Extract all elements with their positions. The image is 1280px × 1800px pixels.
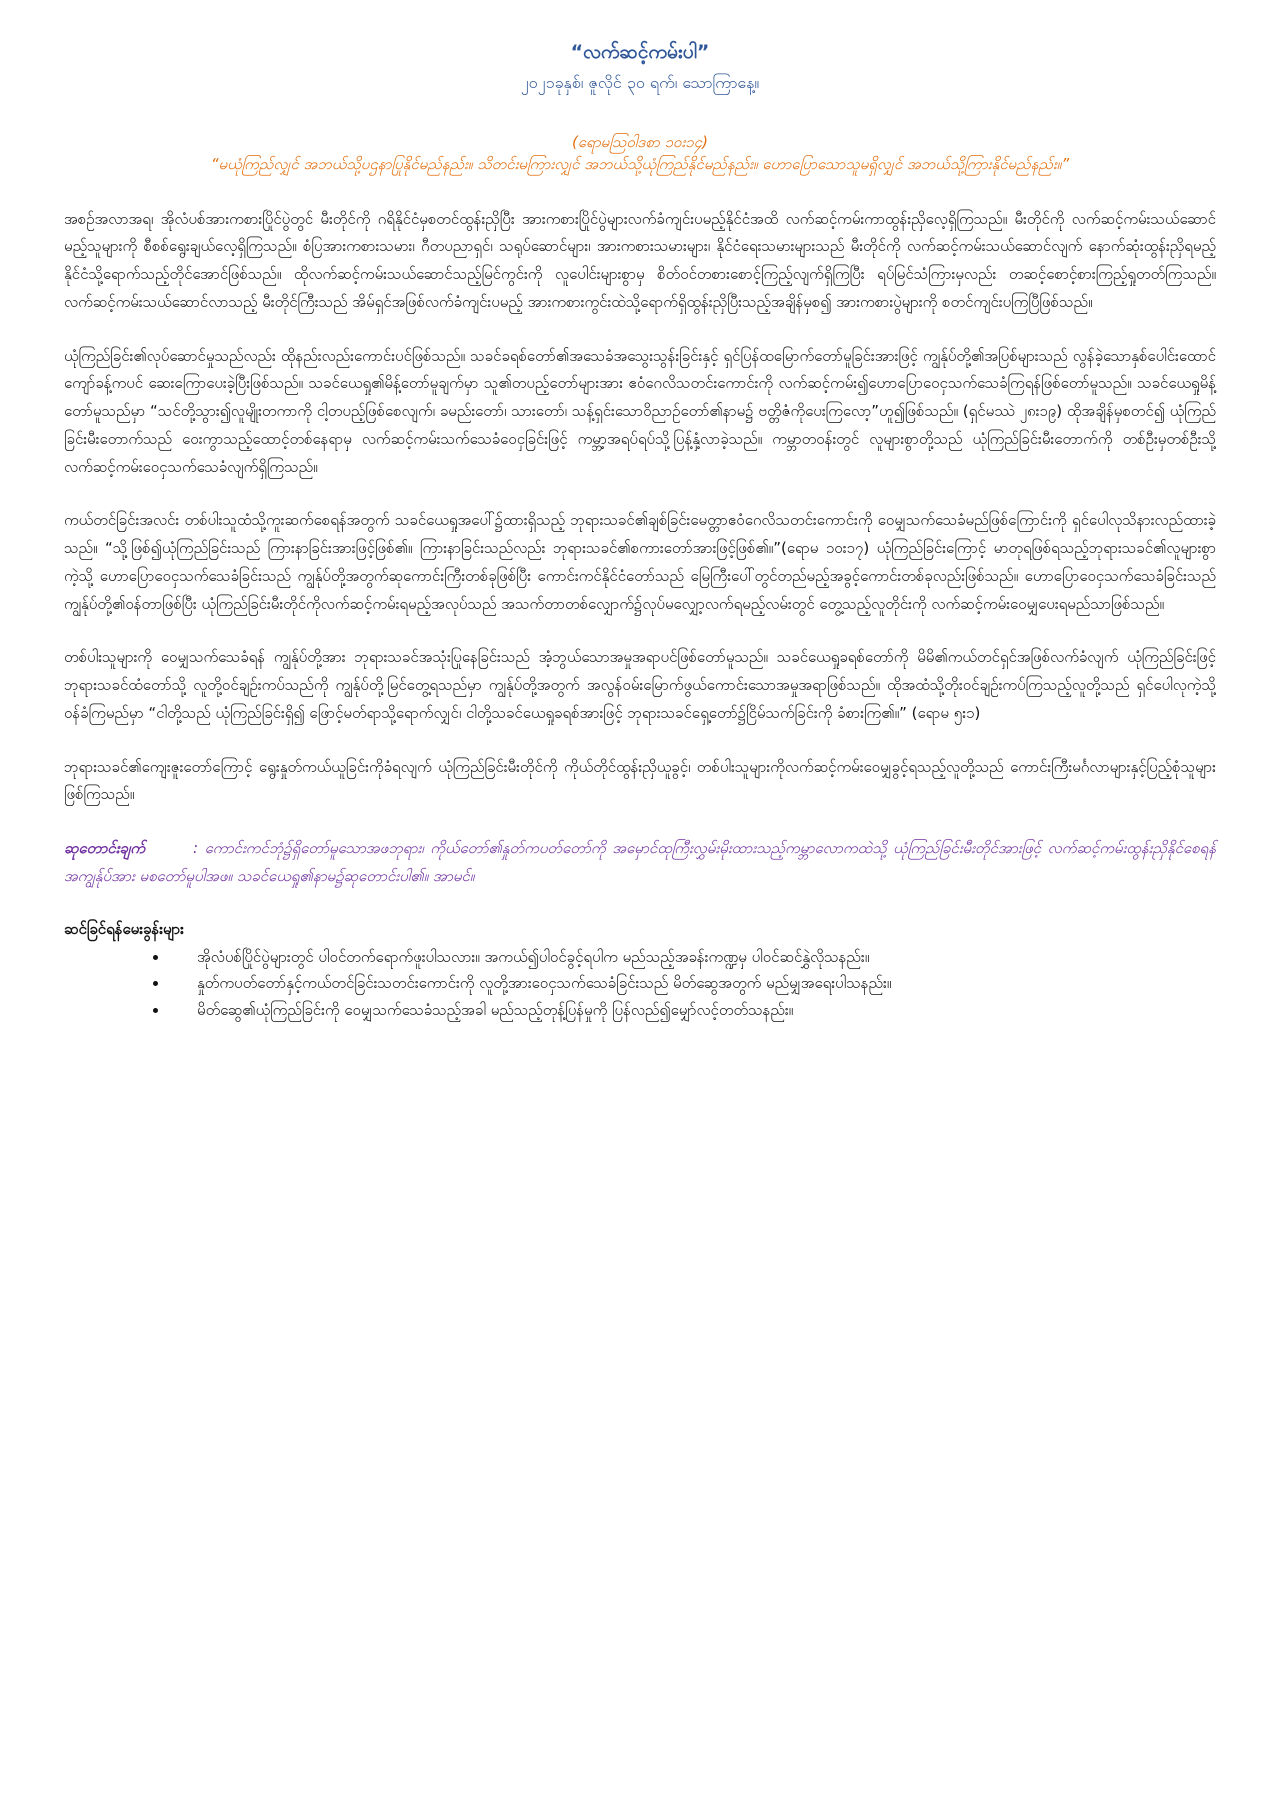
paragraph-3: ကယ်တင်ခြင်းအလင်း တစ်ပါးသူထံသို့ကူးဆက်စေရန်အတွက် သခင်ယေရှုအပေါ်၌ထားရှိသည့် ဘုရားသခင်၏ချစ်ခြင်းမေတ္တာဧဝံဂေလိသတင်းကောင်းကို ဝေမျှသက်သေခံမည်ဖြစ်ကြောင်းကို ရှင်ပေါလုသိနားလည်ထားခဲ့သည်။ “သို့ဖြစ်၍ယုံကြည်ခြင်းသည် ကြားနာခြင်းအားဖြင့်ဖြစ်၏။ ကြားနာခြင်းသည်လည်း ဘုရားသခင်၏စကားတော်အားဖြင့်ဖြစ်၏။”(ရောမ ၁၀း၁၇) ယုံကြည်ခြင်းကြောင့် မာတုရဖြစ်ရသည့်ဘုရားသခင်၏လူများစွာကဲ့သို့ ဟောပြောဝေငှသက်သေခံခြင်းသည် ကျွန်ုပ်တို့အတွက်ဆုကောင်းကြီးတစ်ခုဖြစ်ပြီး ကောင်းကင်နိုင်ငံတော်သည် မြေကြီးပေါ်တွင်တည်မည့်အခွင့်ကောင်းတစ်ခုလည်းဖြစ်သည်။ ဟောပြောဝေငှသက်သေခံခြင်းသည် ကျွန်ုပ်တို့၏ဝန်တာဖြစ်ပြီး ယုံကြည်ခြင်းမီးတိုင်ကိုလက်ဆင့်ကမ်းရမည့်အလုပ်သည် အသက်တာတစ်လျှောက်၌လုပ်မလျှော့လက်ရမည့်လမ်းတွင် တွေ့သည့်လူတိုင်းကို လက်ဆင့်ကမ်းဝေမျှပေးရမည်သာဖြစ်သည်။ (64, 511, 1216, 613)
paragraph-1: အစဉ်အလာအရ၊ အိုလံပစ်အားကစားပြိုင်ပွဲတွင် မီးတိုင်ကို ဂရိနိုင်ငံမှစတင်ထွန်းညှိပြီး အားကစားပြိုင်ပွဲများလက်ခံကျင်းပမည့်နိုင်ငံအထိ လက်ဆင့်ကမ်းကာထွန်းညှိလေ့ရှိကြသည်။ မီးတိုင်ကို လက်ဆင့်ကမ်းသယ်ဆောင်မည့်သူများကို စီစစ်ရွေးချယ်လေ့ရှိကြသည်။ စံပြအားကစားသမား၊ ဂီတပညာရှင်၊ သရုပ်ဆောင်များ၊ အားကစားသမားများ၊ နိုင်ငံရေးသမားများသည် မီးတိုင်ကို လက်ဆင့်ကမ်းသယ်ဆောင်လျက် နောက်ဆုံးထွန်းညှိရမည့်နိုင်ငံသို့ရောက်သည့်တိုင်အောင်ဖြစ်သည်။ ထိုလက်ဆင့်ကမ်းသယ်ဆောင်သည့်မြင်ကွင်းကို လူပေါင်းများစွာမှ စိတ်ဝင်တစားစောင့်ကြည့်လျက်ရှိကြပြီး ရပ်မြင်သံကြားမှလည်း တဆင့်စောင့်စားကြည့်ရှုတတ်ကြသည်။ လက်ဆင့်ကမ်းသယ်ဆောင်လာသည့် မီးတိုင်ကြီးသည် အိမ်ရှင်အဖြစ်လက်ခံကျင်းပမည့် အားကစားကွင်းထဲသို့ရောက်ရှိထွန်းညှိပြီးသည့်အချိန်မှစ၍ အားကစားပွဲများကို စတင်ကျင်းပကြပြီဖြစ်သည်။ (64, 209, 1216, 311)
prayer (64, 835, 1216, 891)
verse-reference: (ရောမဩဝါဒစာ ၁၀း၁၄) (572, 132, 708, 151)
questions-title: ဆင်ခြင်ရန်မေးခွန်းများ (64, 919, 184, 938)
prayer-text: : ကောင်းကင်ဘုံ၌ရှိတော်မူသောအဖဘုရား၊ ကိုယ်တော်၏နှုတ်ကပတ်တော်ကို အမှောင်ထုကြီးလွှမ်းမိုးထားသည့်ကမ္ဘာလောကထဲသို့ ယုံကြည်ခြင်းမီးတိုင်အားဖြင့် လက်ဆင့်ကမ်းထွန်းညှိနိုင်စေရန် အကျွန်ုပ်အား မစတော်မူပါအဖ။ သခင်ယေရှု၏နာမ၌ဆုတောင်းပါ၏။ အာမင်။ (64, 839, 1216, 885)
questions-list (64, 944, 1216, 1023)
question-item: • နှုတ်ကပတ်တော်နှင့်ကယ်တင်ခြင်းသတင်းကောင်းကို လူတို့အားဝေငှသက်သေခံခြင်းသည် မိတ်ဆွေအတွက် မည်မျှအရေးပါသနည်း။ (169, 970, 1216, 996)
prayer-label: ဆုတောင်းချက် (64, 839, 146, 857)
question-item: • မိတ်ဆွေ၏ယုံကြည်ခြင်းကို ဝေမျှသက်သေခံသည့်အခါ မည်သည့်တုန့်ပြန်မှုကို ပြန်လည်၍မျှော်လင့်တတ်သနည်း။ (169, 997, 1216, 1023)
verse-text: “မယုံကြည်လျှင် အဘယ်သို့ပဌနာပြုနိုင်မည်နည်း။ သိတင်းမကြားလျှင် အဘယ်သို့ယုံကြည်နိုင်မည်နည်း။ ဟောပြောသောသူမရှိလျှင် အဘယ်သို့ကြားနိုင်မည်နည်း။” (210, 155, 1070, 173)
page-date: ၂၀၂၁ခုနှစ်၊ ဇူလိုင် ၃၀ ရက်၊ သောကြာနေ့။ (520, 72, 760, 92)
page-title: “လက်ဆင့်ကမ်းပါ” (570, 41, 710, 63)
paragraph-5: ဘုရားသခင်၏ကျေးဇူးတော်ကြောင့် ရွေးနှုတ်ကယ်ယူခြင်းကိုခံရလျက် ယုံကြည်ခြင်းမီးတိုင်ကို ကိုယ်တိုင်ထွန်းညှိယူခွင့်၊ တစ်ပါးသူများကိုလက်ဆင့်ကမ်းဝေမျှခွင့်ရသည့်လူတို့သည် ကောင်းကြီးမင်္ဂလာများနှင့်ပြည့်စုံသူများဖြစ်ကြသည်။ (64, 757, 1216, 804)
question-item: • အိုလံပစ်ပြိုင်ပွဲများတွင် ပါဝင်တက်ရောက်ဖူးပါသလား။ အကယ်၍ပါဝင်ခွင့်ရပါက မည်သည့်အခန်းကဏ္ဍမှ ပါဝင်ဆင်နွှဲလိုသနည်း။ (169, 944, 1216, 970)
paragraph-2: ယုံကြည်ခြင်း၏လုပ်ဆောင်မှုသည်လည်း ထိုနည်းလည်းကောင်းပင်ဖြစ်သည်။ သခင်ခရစ်တော်၏အသေခံအသွေးသွန်းခြင်းနှင့် ရှင်ပြန်ထမြောက်တော်မူခြင်းအားဖြင့် ကျွန်ုပ်တို့၏အပြစ်များသည် လွန်ခဲ့သောနှစ်ပေါင်းထောင်ကျော်ခန့်ကပင် ဆေးကြောပေးခဲ့ပြီးဖြစ်သည်။ သခင်ယေရှု၏မိန့်တော်မူချက်မှာ သူ၏တပည့်တော်များအား ဧဝံဂေလိသတင်းကောင်းကို လက်ဆင့်ကမ်း၍ဟောပြောဝေငှသက်သေခံကြရန်ဖြစ်တော်မူသည်။ သခင်ယေရှုမိန့်တော်မူသည်မှာ “သင်တို့သွား၍လူမျိုးတကာကို ငါ့တပည့်ဖြစ်စေလျက်၊ ခမည်းတော်၊ သားတော်၊ သန့်ရှင်းသောဝိညာဉ်တော်၏နာမ၌ ဗတ္တိဇံကိုပေးကြလော့”ဟူ၍ဖြစ်သည်။ (ရှင်မဿဲ ၂၈း၁၉) ထိုအချိန်မှစတင်၍ ယုံကြည်ခြင်းမီးတောက်သည် ဝေးကွာသည့်ထောင့်တစ်နေရာမှ လက်ဆင့်ကမ်းသက်သေခံဝေငှခြင်းဖြင့် ကမ္ဘာ့အရပ်ရပ်သို့ပြန့်နှံ့လာခဲ့သည်။ ကမ္ဘာတဝန်းတွင် လူများစွာတို့သည် ယုံကြည်ခြင်းမီးတောက်ကို တစ်ဦးမှတစ်ဦးသို့လက်ဆင့်ကမ်းဝေငှသက်သေခံလျက်ရှိကြသည်။ (64, 346, 1216, 476)
paragraph-4: တစ်ပါးသူများကို ဝေမျှသက်သေခံရန် ကျွန်ုပ်တို့အား ဘုရားသခင်အသုံးပြုနေခြင်းသည် အံ့ဘွယ်သောအမှုအရာပင်ဖြစ်တော်မူသည်။ သခင်ယေရှုခရစ်တော်ကို မိမိ၏ကယ်တင်ရှင်အဖြစ်လက်ခံလျက် ယုံကြည်ခြင်းဖြင့် ဘုရားသခင်ထံတော်သို့ လူတို့ဝင်ချဉ်းကပ်သည်ကို ကျွန်ုပ်တို့မြင်တွေ့ရသည်မှာ ကျွန်ုပ်တို့အတွက် အလွန်ဝမ်းမြောက်ဖွယ်ကောင်းသောအမှုအရာဖြစ်သည်။ ထိုအထံသို့တိုးဝင်ချဉ်းကပ်ကြသည့်လူတို့သည် ရှင်ပေါလုကဲ့သို့ဝန်ခံကြမည်မှာ “ငါတို့သည် ယုံကြည်ခြင်းရှိ၍ ဖြောင့်မတ်ရာသို့ရောက်လျှင်၊ ငါတို့သခင်ယေရှုခရစ်အားဖြင့် ဘုရားသခင်ရှေ့တော်၌ငြိမ်သက်ခြင်းကို ခံစားကြ၏။” (ရောမ ၅း၁) (64, 648, 1216, 722)
